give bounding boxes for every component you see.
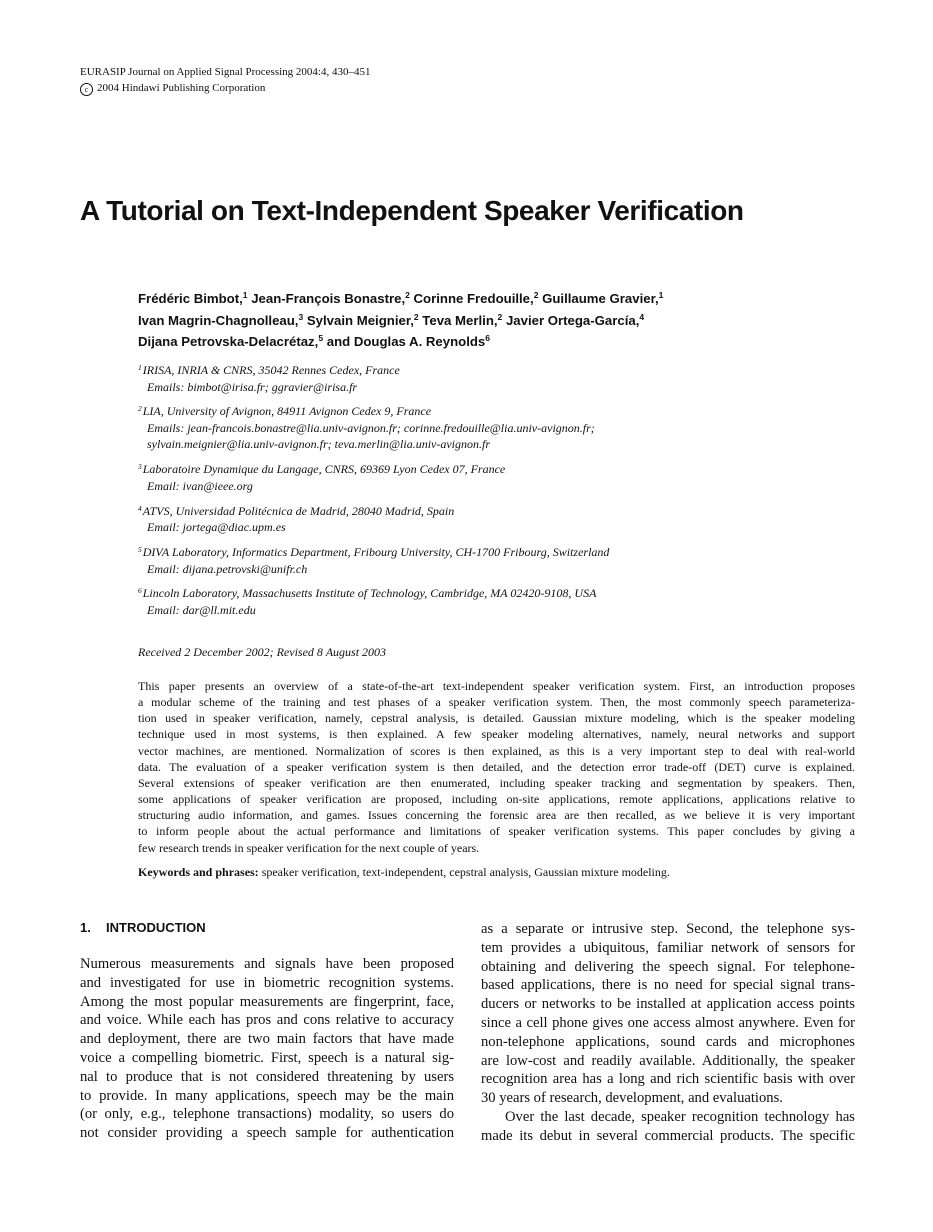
affiliation-sup: 4 (138, 503, 142, 513)
author-sup: 6 (485, 333, 490, 343)
body-line: voice a compelling biometric. First, speech is a natural sig- (80, 1049, 454, 1066)
affiliation-4 (138, 503, 609, 536)
body-line: and voice. While each has pros and cons relative to accuracy (80, 1012, 454, 1029)
abstract-line: structuring audio information, and games. Issues concerning the forensic area are then recalled, as we believe it is very important (138, 808, 855, 823)
affiliation-email: Emails: jean-francois.bonastre@lia.univ-avignon.fr; corinne.fredouille@lia.univ-avignon.fr; (147, 420, 595, 435)
author: Jean-François Bonastre, (251, 291, 406, 306)
body-line: as a separate or intrusive step. Second, the telephone sys- (481, 921, 855, 937)
affiliation-email: Emails: bimbot@irisa.fr; ggravier@irisa.fr (147, 379, 358, 394)
left-column (80, 955, 454, 1143)
affiliation-text: DIVA Laboratory, Informatics Department, Fribourg University, CH-1700 Fribourg, Switzerland (142, 545, 610, 560)
author: and Douglas A. Reynolds (326, 334, 486, 349)
copyright-text: 2004 Hindawi Publishing Corporation (97, 82, 266, 94)
author-sup: 2 (497, 311, 503, 322)
affiliation-sup: 1 (138, 363, 142, 372)
section-heading (80, 920, 206, 935)
paper-title: A Tutorial on Text-Independent Speaker Verification (80, 195, 744, 226)
body-line: Over the last decade, speaker recognition technology has (505, 1108, 855, 1125)
abstract-line: data. The evaluation of a speaker verification system is then detailed, and the detection error trade-off (DET) curve is explained. (138, 759, 855, 774)
author: Sylvain Meignier, (306, 312, 414, 328)
copyright-icon: c (80, 83, 93, 96)
right-column (481, 920, 855, 1146)
body-line: obtaining and delivering the speech signal. For telephone- (481, 958, 855, 975)
body-line: based applications, there is no need for special signal trans- (481, 977, 855, 994)
author-sup: 2 (413, 311, 419, 322)
body-line: ducers or networks to be installed at application access points (481, 996, 855, 1013)
section-title: INTRODUCTION (106, 920, 206, 935)
affiliation-text: Lincoln Laboratory, Massachusetts Institute of Technology, Cambridge, MA 02420-9108, USA (142, 586, 597, 601)
body-line: since a cell phone gives one access almost anywhere. Even for (481, 1014, 855, 1031)
journal-citation: EURASIP Journal on Applied Signal Processing 2004:4, 430–451 (80, 66, 371, 78)
abstract-line: This paper presents an overview of a state-of-the-art text-independent speaker verification system. First, an introduction proposes (138, 679, 855, 693)
abstract (138, 678, 855, 856)
abstract-line: vector machines, are mentioned. Normalization of scores is then explained, as this is a very important step to deal with real-world (138, 743, 855, 758)
author-sup: 5 (318, 333, 324, 343)
body-line: Among the most popular measurements are fingerprint, face, (80, 993, 454, 1010)
keywords (138, 865, 670, 880)
section-number: 1. (80, 920, 91, 935)
abstract-line: technique used in most systems, is then explained. A few speaker modeling alternatives, namely, neural networks and support (138, 727, 855, 742)
journal-header (80, 64, 370, 96)
affiliation-sup: 6 (138, 586, 142, 596)
abstract-line: some applications of speaker verification are proposed, including on-site applications, remote applications, applications relative to (138, 792, 855, 807)
abstract-line: to inform people about the actual performance and limitations of speaker verification systems. This paper concludes by giving a (138, 824, 855, 839)
body-line: nal to produce that is not considered threatening by users (80, 1068, 454, 1085)
abstract-line: few research trends in speaker verification for the next couple of years. (138, 840, 480, 855)
author-sup: 2 (405, 290, 410, 300)
abstract-line: a modular scheme of the training and test phases of a speaker verification system. Then, the most commonly speech parameteriza- (138, 695, 855, 710)
author-sup: 4 (639, 311, 645, 322)
body-line: Numerous measurements and signals have been proposed (80, 956, 454, 972)
author-line-1 (138, 288, 663, 310)
affiliation-email: sylvain.meignier@lia.univ-avignon.fr; teva.merlin@lia.univ-avignon.fr (147, 437, 491, 452)
keywords-text: speaker verification, text-independent, cepstral analysis, Gaussian mixture modeling. (261, 865, 670, 879)
body-line: 30 years of research, development, and evaluations. (481, 1090, 783, 1107)
received-dates: Received 2 December 2002; Revised 8 August 2003 (138, 645, 387, 659)
affiliation-2 (138, 403, 609, 453)
affiliation-sup: 2 (138, 404, 142, 414)
affiliation-email: Email: dar@ll.mit.edu (147, 602, 256, 617)
affiliation-sup: 5 (138, 545, 142, 555)
author-list (138, 288, 663, 353)
body-line: and deployment, there are two main factors that have made (80, 1031, 454, 1048)
body-line: are low-cost and readily available. Additionally, the speaker (481, 1052, 855, 1069)
abstract-line: tion used in speaker verification, namely, cepstral analysis, is detailed. Gaussian mixture modeling, which is the speaker modeling (138, 711, 855, 726)
affiliation-6 (138, 585, 609, 618)
author: Guillaume Gravier, (542, 291, 659, 306)
body-line: made its debut in several commercial products. The specific (481, 1127, 855, 1144)
body-line: (or only, e.g., telephone transactions) modality, so users do (80, 1106, 454, 1123)
author: Frédéric Bimbot, (138, 291, 243, 306)
affiliation-1 (138, 362, 609, 395)
body-line: and investigated for use in biometric recognition systems. (80, 974, 454, 991)
author: Corinne Fredouille, (413, 291, 534, 306)
author: Javier Ortega-García, (505, 312, 640, 328)
body-line: recognition area has a long and rich scientific basis with over (481, 1071, 855, 1088)
affiliation-email: Email: ivan@ieee.org (147, 478, 253, 493)
keywords-label: Keywords and phrases: (138, 865, 259, 879)
body-line: tem provides a ubiquitous, familiar network of sensors for (481, 939, 855, 956)
affiliation-5 (138, 544, 609, 577)
affiliation-text: IRISA, INRIA & CNRS, 35042 Rennes Cedex, France (142, 363, 400, 377)
affiliation-3 (138, 461, 609, 494)
author: Ivan Magrin-Chagnolleau, (138, 312, 299, 328)
author-line-2 (138, 310, 663, 332)
author: Dijana Petrovska-Delacrétaz, (138, 334, 319, 349)
author-sup: 3 (298, 311, 304, 322)
affiliation-email: Email: dijana.petrovski@unifr.ch (147, 561, 308, 576)
affiliation-text: Laboratoire Dynamique du Langage, CNRS, 69369 Lyon Cedex 07, France (142, 462, 506, 477)
author: Teva Merlin, (422, 312, 498, 328)
body-line: not consider providing a speech sample for authentication (80, 1125, 454, 1142)
affiliation-text: LIA, University of Avignon, 84911 Avignon Cedex 9, France (142, 404, 432, 419)
author-line-3 (138, 331, 663, 353)
affiliation-sup: 3 (138, 462, 142, 472)
affiliation-text: ATVS, Universidad Politécnica de Madrid, 28040 Madrid, Spain (142, 503, 455, 518)
affiliation-email: Email: jortega@diac.upm.es (147, 520, 286, 535)
copyright-line (80, 80, 370, 96)
affiliations (138, 362, 609, 627)
author-sup: 1 (658, 290, 664, 300)
body-line: to provide. In many applications, speech may be the main (80, 1087, 454, 1104)
author-sup: 1 (242, 290, 248, 300)
body-line: non-telephone applications, sound cards and microphones (481, 1033, 855, 1050)
abstract-line: Several extensions of speaker verification are then enumerated, including speaker tracking and segmentation by speakers. Then, (138, 775, 855, 790)
author-sup: 2 (533, 290, 539, 300)
